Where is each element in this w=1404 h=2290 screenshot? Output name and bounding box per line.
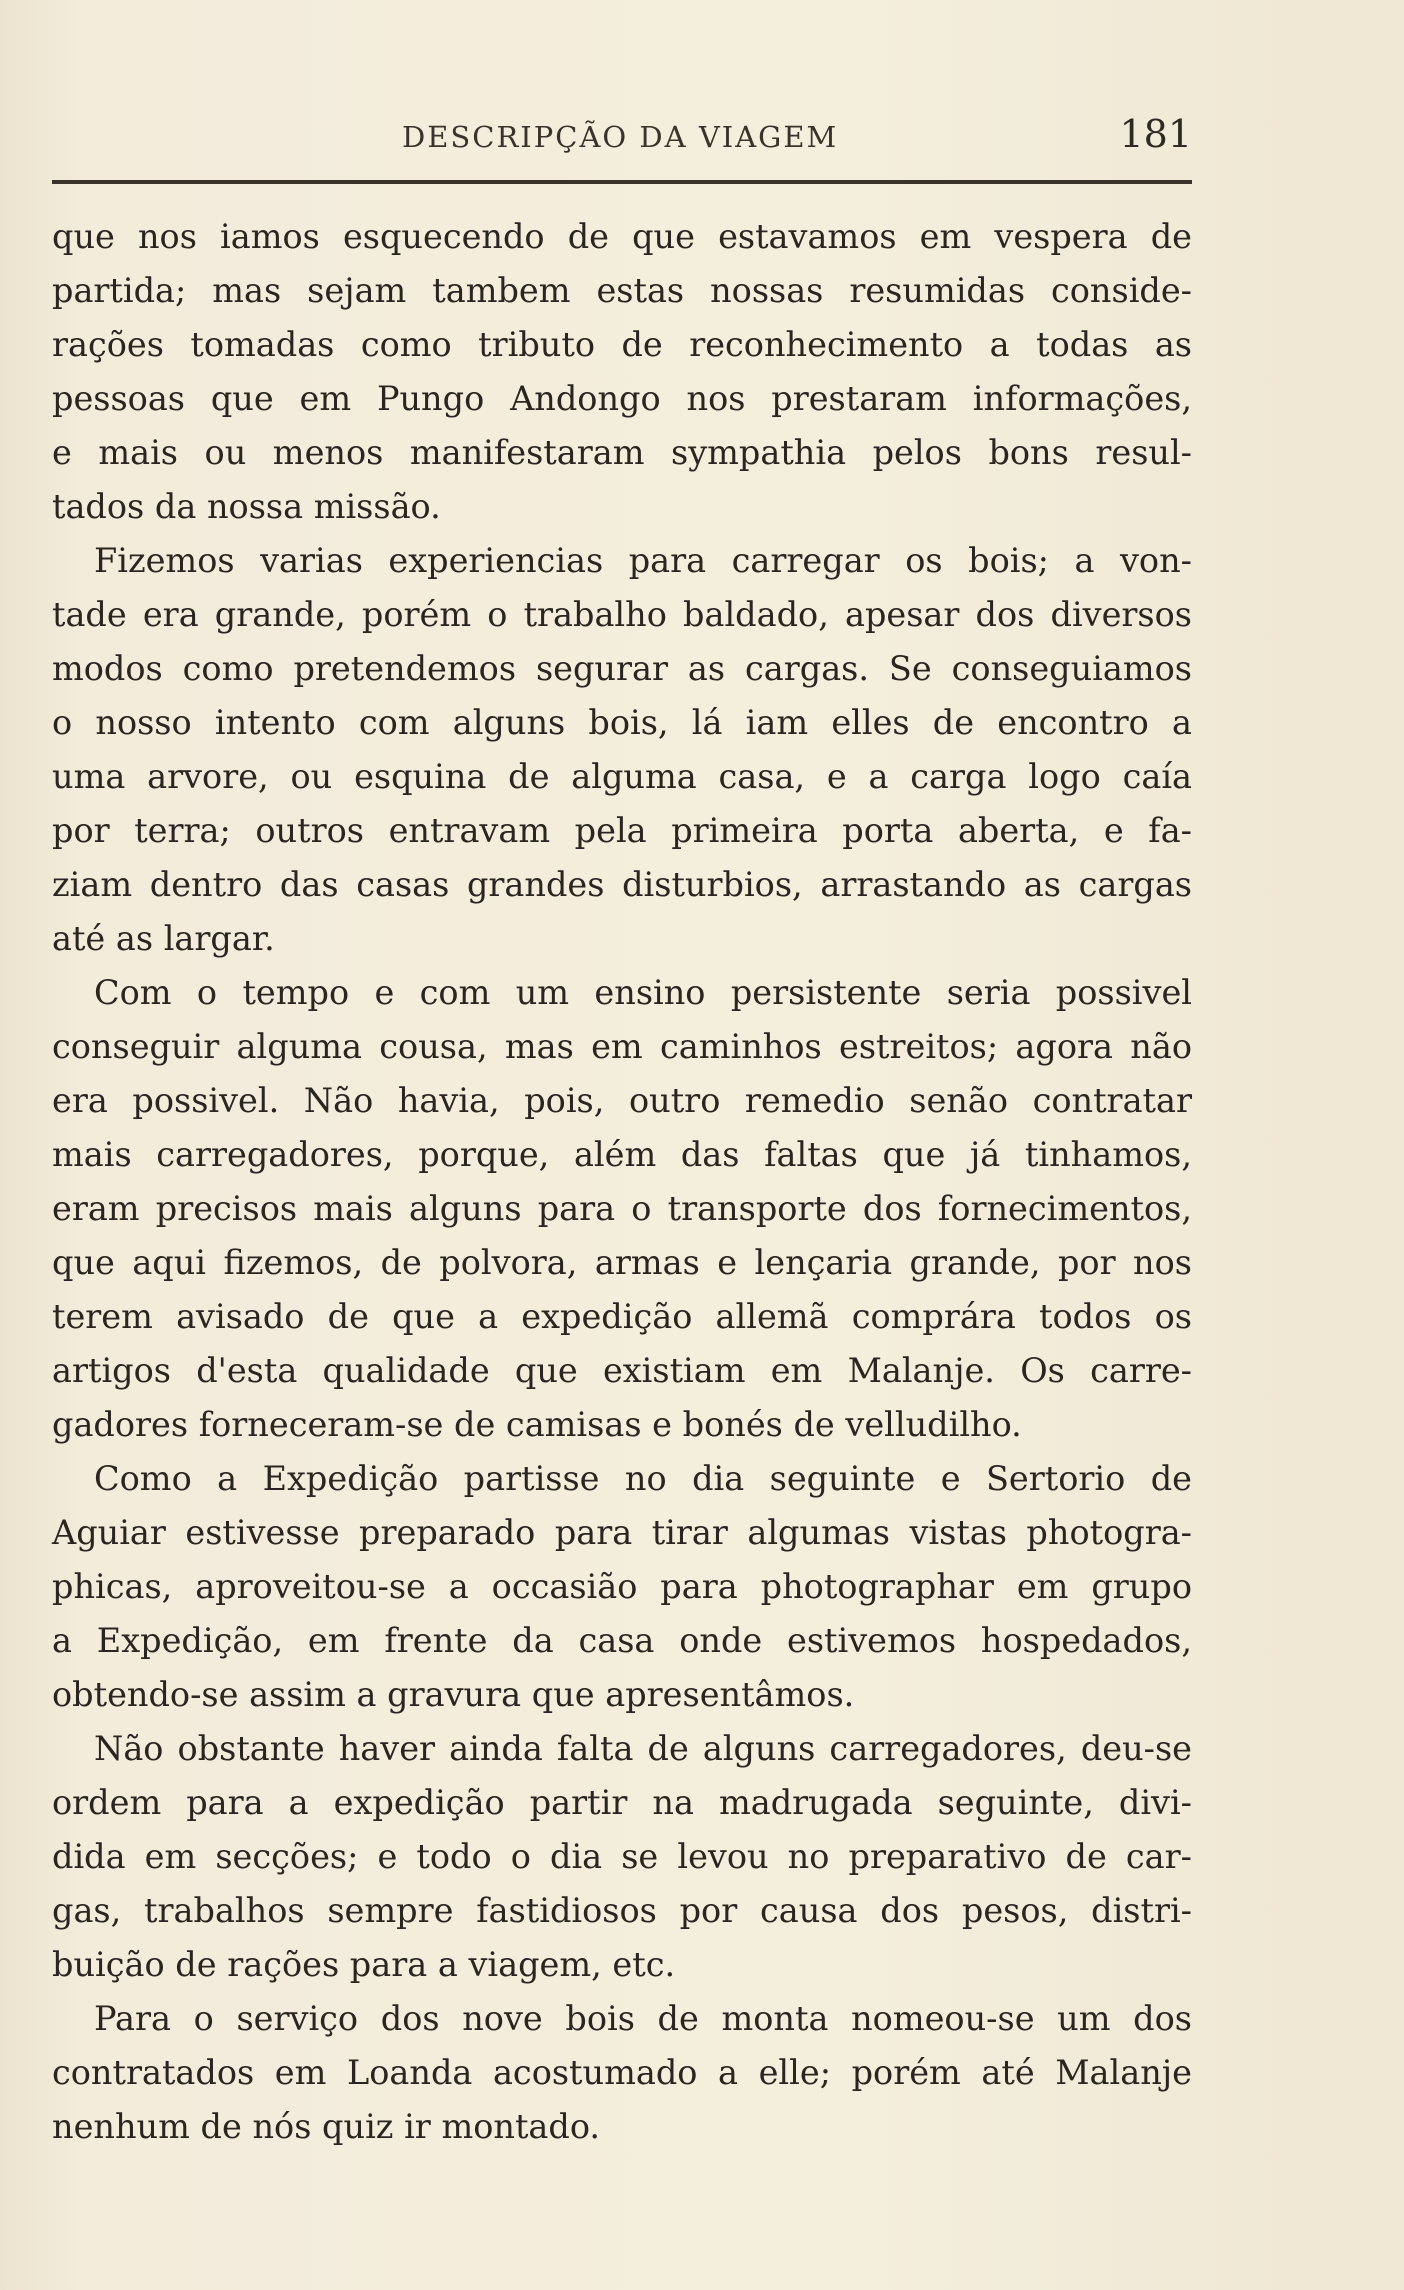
text-line: modos como pretendemos segurar as cargas. Se conseguiamos (52, 649, 1192, 688)
text-line: era possivel. Não havia, pois, outro remedio senão contratar (52, 1081, 1192, 1120)
text-line: Fizemos varias experiencias para carregar os bois; a von- (94, 541, 1192, 580)
body-text (52, 210, 1192, 2154)
text-line: tados da nossa missão. (52, 487, 441, 526)
text-line: uma arvore, ou esquina de alguma casa, e a carga logo caía (52, 757, 1192, 796)
paragraph (52, 1452, 1192, 1722)
text-line: e mais ou menos manifestaram sympathia pelos bons resul- (52, 433, 1192, 472)
text-line: partida; mas sejam tambem estas nossas resumidas conside- (52, 271, 1192, 310)
text-line: gas, trabalhos sempre fastidiosos por causa dos pesos, distri- (52, 1891, 1192, 1930)
text-line: pessoas que em Pungo Andongo nos prestaram informações, (52, 379, 1192, 418)
paragraph (52, 1722, 1192, 1992)
text-line: Para o serviço dos nove bois de monta nomeou-se um dos (94, 1999, 1192, 2038)
text-line: Como a Expedição partisse no dia seguinte e Sertorio de (94, 1459, 1192, 1498)
text-line: Aguiar estivesse preparado para tirar algumas vistas photogra- (52, 1513, 1192, 1552)
running-title: DESCRIPÇÃO DA VIAGEM (402, 120, 839, 154)
text-line: buição de rações para a viagem, etc. (52, 1945, 676, 1984)
page-number: 181 (1119, 112, 1192, 156)
text-line: artigos d'esta qualidade que existiam em Malanje. Os carre- (52, 1351, 1192, 1390)
text-line: ordem para a expedição partir na madrugada seguinte, divi- (52, 1783, 1192, 1822)
text-line: conseguir alguma cousa, mas em caminhos estreitos; agora não (52, 1027, 1192, 1066)
text-line: tade era grande, porém o trabalho baldado, apesar dos diversos (52, 595, 1192, 634)
header-rule (52, 180, 1192, 184)
text-line: mais carregadores, porque, além das faltas que já tinhamos, (52, 1135, 1192, 1174)
text-line: nenhum de nós quiz ir montado. (52, 2107, 601, 2146)
text-line: ziam dentro das casas grandes disturbios, arrastando as cargas (52, 865, 1192, 904)
text-line: terem avisado de que a expedição allemã comprára todos os (52, 1297, 1192, 1336)
text-line: eram precisos mais alguns para o transporte dos fornecimentos, (52, 1189, 1192, 1228)
text-line: por terra; outros entravam pela primeira porta aberta, e fa- (52, 811, 1192, 850)
page-header (52, 110, 1192, 170)
paragraph (52, 210, 1192, 534)
text-line: Não obstante haver ainda falta de alguns carregadores, deu-se (94, 1729, 1192, 1768)
text-line: a Expedição, em frente da casa onde estivemos hospedados, (52, 1621, 1192, 1660)
text-line: obtendo-se assim a gravura que apresentâmos. (52, 1675, 855, 1714)
text-line: gadores forneceram-se de camisas e bonés de velludilho. (52, 1405, 1022, 1444)
text-line: rações tomadas como tributo de reconhecimento a todas as (52, 325, 1192, 364)
text-line: Com o tempo e com um ensino persistente seria possivel (94, 973, 1192, 1012)
paragraph (52, 966, 1192, 1452)
paragraph (52, 1992, 1192, 2154)
text-line: phicas, aproveitou-se a occasião para photographar em grupo (52, 1567, 1192, 1606)
text-line: que nos iamos esquecendo de que estavamos em vespera de (52, 217, 1192, 256)
text-line: o nosso intento com alguns bois, lá iam elles de encontro a (52, 703, 1192, 742)
text-line: contratados em Loanda acostumado a elle; porém até Malanje (52, 2053, 1192, 2092)
text-line: até as largar. (52, 919, 275, 958)
text-line: que aqui fizemos, de polvora, armas e lençaria grande, por nos (52, 1243, 1192, 1282)
paragraph (52, 534, 1192, 966)
text-line: dida em secções; e todo o dia se levou no preparativo de car- (52, 1837, 1192, 1876)
